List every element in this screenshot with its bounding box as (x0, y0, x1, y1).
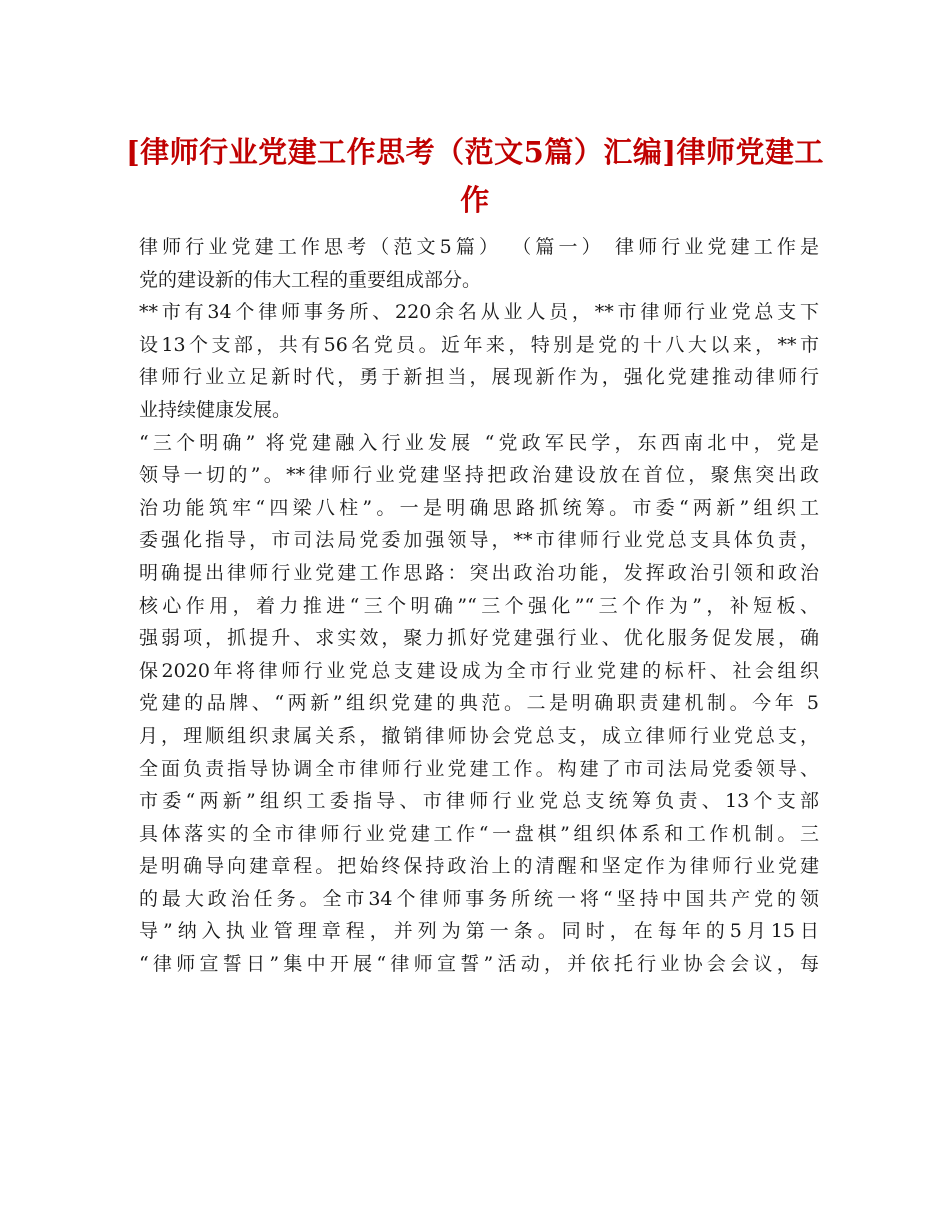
body-line: 具体落实的全市律师行业党建工作“一盘棋”组织体系和工作机制。三 (139, 822, 819, 845)
document-title: [律师行业党建工作思考（范文5篇）汇编]律师党建工作 (125, 135, 825, 217)
body-line: 业持续健康发展。 (139, 398, 292, 421)
body-line: 律师行业党建工作思考（范文5篇） （篇一） 律师行业党建工作是 (139, 236, 819, 258)
body-line: “律师宣誓日”集中开展“律师宣誓”活动，并依托行业协会会议，每 (139, 953, 819, 976)
body-line: 的最大政治任务。全市34个律师事务所统一将“坚持中国共产党的领 (139, 887, 819, 910)
body-line: 党建的品牌、“两新”组织党建的典范。二是明确职责建机制。今年 5 (139, 692, 819, 715)
body-line: 领导一切的”。**律师行业党建坚持把政治建设放在首位，聚焦突出政 (139, 464, 819, 487)
body-line: 设13个支部，共有56名党员。近年来，特别是党的十八大以来，**市 (139, 333, 819, 356)
body-line: 强弱项，抓提升、求实效，聚力抓好党建强行业、优化服务促发展，确 (139, 627, 819, 650)
body-line: “三个明确” 将党建融入行业发展 “党政军民学，东西南北中，党是 (139, 431, 819, 454)
body-line: 委强化指导，市司法局党委加强领导，**市律师行业党总支具体负责， (139, 529, 819, 552)
body-line: 市委“两新”组织工委指导、市律师行业党总支统筹负责、13个支部 (139, 790, 819, 813)
body-line: 保2020年将律师行业党总支建设成为全市行业党建的标杆、社会组织 (139, 659, 819, 682)
body-line: 核心作用，着力推进“三个明确”“三个强化”“三个作为”，补短板、 (139, 594, 819, 617)
body-line: 明确提出律师行业党建工作思路：突出政治功能，发挥政治引领和政治 (139, 561, 819, 584)
body-line: 治功能筑牢“四梁八柱”。一是明确思路抓统筹。市委“两新”组织工 (139, 496, 819, 519)
body-line: 月，理顺组织隶属关系，撤销律师协会党总支，成立律师行业党总支， (139, 724, 819, 747)
body-line: 全面负责指导协调全市律师行业党建工作。构建了市司法局党委领导、 (139, 757, 819, 780)
body-line: **市有34个律师事务所、220余名从业人员，**市律师行业党总支下 (139, 301, 819, 324)
body-line: 导”纳入执业管理章程，并列为第一条。同时，在每年的5月15日 (139, 920, 819, 943)
body-line: 党的建设新的伟大工程的重要组成部分。 (139, 268, 482, 291)
body-line: 律师行业立足新时代，勇于新担当，展现新作为，强化党建推动律师行 (139, 366, 819, 389)
document-body (139, 231, 819, 981)
body-line: 是明确导向建章程。把始终保持政治上的清醒和坚定作为律师行业党建 (139, 855, 819, 878)
